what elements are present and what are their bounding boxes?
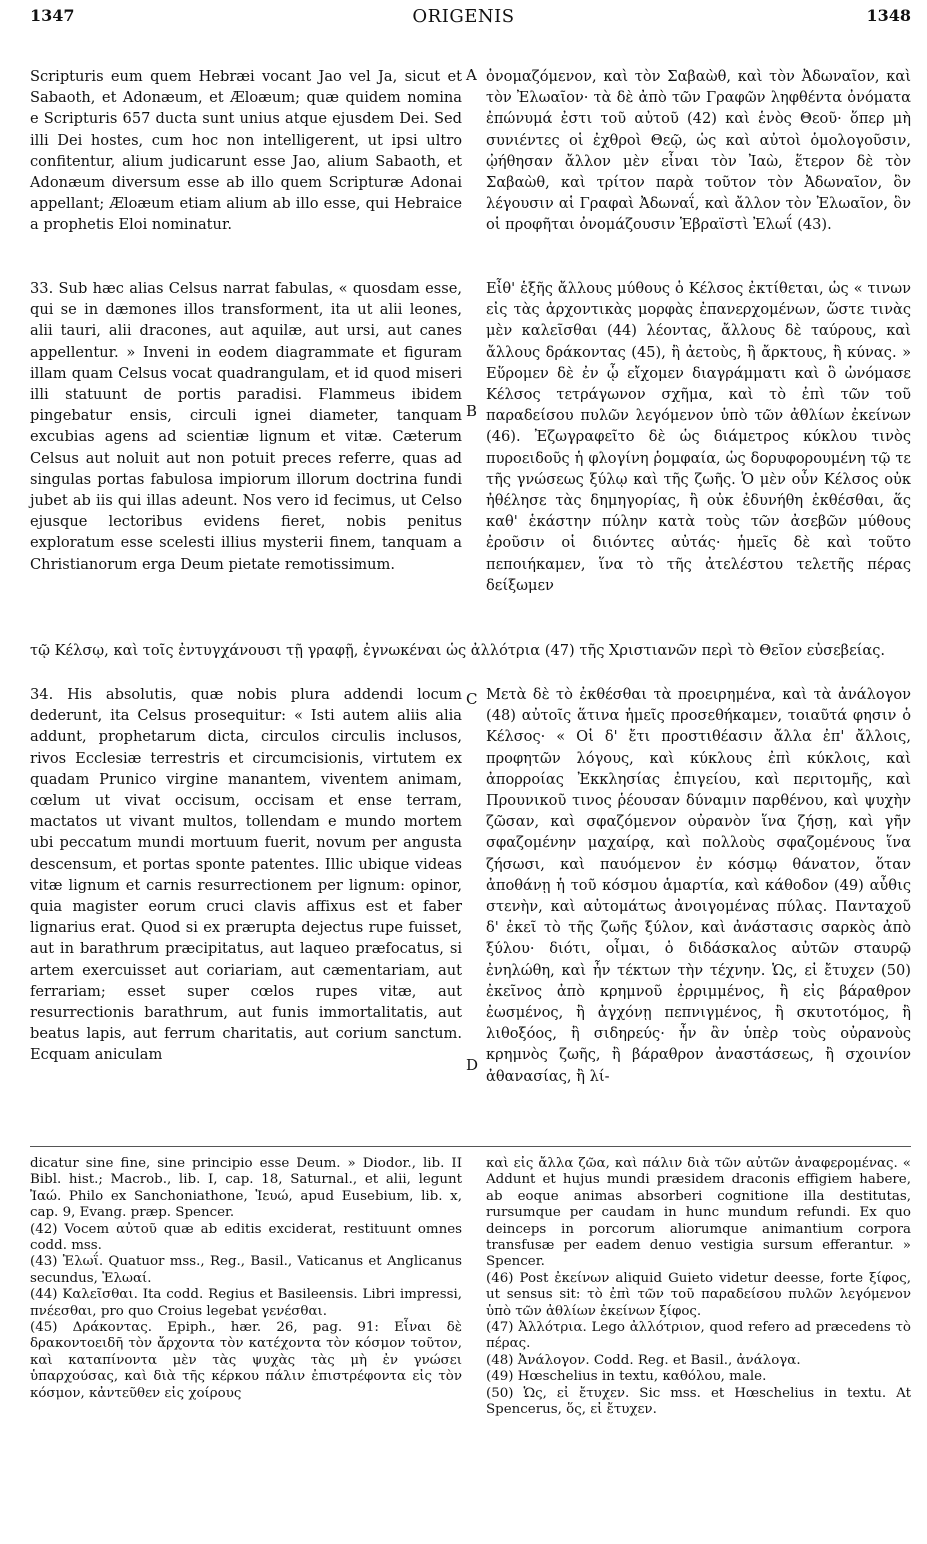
margin-letter-d: D <box>466 1056 479 1074</box>
margin-letter-a: A <box>466 66 477 84</box>
page-header <box>0 6 927 36</box>
greek-paragraph-33: Εἶθ' ἑξῆς ἄλλους μύθους ὁ Κέλσος ἐκτίθεται, ὡς « τινων εἰς τὰς ἀρχοντικὰς μορφὰς ἐπανερχομένων, ὥστε τινὰς μὲν καλεῖσθαι (44) λέοντας, ἄλλους δὲ ταύρους, καὶ ἄλλους δράκοντας (45), ἢ ἀετοὺς, ἢ ἄρκτους, ἢ κύνας. » Εὕρομεν δὲ ἐν ᾧ εἴχομεν διαγράμματι καὶ ὃ ὠνόμασε Κέλσος τετράγωνον σχῆμα, καὶ τὸ ἐπὶ τῶν τοῦ παραδείσου πυλῶν λεγόμενον ὑπὸ τῶν ἀθλίων ἐκείνων (46). Ἐζωγραφεῖτο δὲ ὡς διάμετρος κύκλου τινὸς πυροειδοῦς ἡ φλογίνη ῥομφαία, ὡς δορυφορουμένη τῷ τε τῆς γνώσεως ξύλῳ καὶ τῆς ζωῆς. Ὁ μὲν οὖν Κέλσος οὐκ ἠθέλησε τὰς δημηγορίας, ἢ οὐκ ἐδυνήθη ἐκθέσθαι, ἅς καθ' ἑκάστην πύλην κατὰ τοὺς τῶν ἀσεβῶν μύθους ἐροῦσιν οἱ διιόντες αὐτάς· ἡμεῖς δὲ καὶ τοῦτο πεποιήκαμεν, ἵνα τὸ τῆς ἀτελέστου τελετῆς πέρας δείξωμεν <box>486 280 911 594</box>
margin-letter-b: B <box>466 402 478 420</box>
running-title: ORIGENIS <box>412 6 515 27</box>
footnote-divider <box>30 1146 911 1147</box>
latin-paragraph-1: Scripturis eum quem Hebræi vocant Jao vel Ja, sicut et Sabaoth, et Adonæum, et Ælοæum; quæ quidem nomina e Scripturis 657 ducta sunt unius atque ejusdem Dei. Sed illi Dei hostes, cum hoc non intelligerent, ut ipsi ultro confitentur, alium judicarunt esse Jao, alium Sabaoth, et Adonæum diversum esse ab illo quem Scripturæ Adonai appellant; Ælοæum etiam alium ab illo esse, qui Hebraice a prophetis Eloi nominatur. <box>30 68 462 234</box>
margin-letter-c: C <box>466 690 478 708</box>
greek-paragraph-1: ὀνομαζόμενον, καὶ τὸν Σαβαὼθ, καὶ τὸν Ἀδωναῖον, καὶ τὸν Ἐλωαῖον· τὰ δὲ ἀπὸ τῶν Γραφῶν ληφθέντα ὀνόματα ἐπώνυμά ἐστι τοῦ αὐτοῦ (42) καὶ ἑνὸς Θεοῦ· ὅπερ μὴ συνιέντες οἱ ἐχθροὶ Θεῷ, ὡς καὶ αὐτοὶ ὁμολογοῦσιν, ᾠήθησαν ἄλλον μὲν εἶναι τὸν Ἰαὼ, ἕτερον δὲ τὸν Σαβαὼθ, καὶ τρίτον παρὰ τοῦτον τὸν Ἀδωναῖον, ὃν λέγουσιν αἱ Γραφαὶ Ἀδωναΐ, καὶ ἄλλον τὸν Ἐλωαῖον, ὃν οἱ προφῆται ὀνομάζουσιν Ἑβραϊστὶ Ἐλωΐ (43). <box>486 68 911 234</box>
footnotes-left: dicatur sine fine, sine principio esse Deum. » Diodor., lib. II Bibl. hist.; Macrob., lib. I, cap. 18, Saturnal., et alii, legunt Ἰαώ. Philo ex Sanchoniathone, Ἰευώ, apud Eusebium, lib. x, cap. 9, Evang. præp. Spencer. (42) Vocem αὐτοῦ quæ ab editis exciderat, restituunt omnes codd. mss. (43) Ἐλωΐ. Quatuor mss., Reg., Basil., Vaticanus et Anglicanus secundus, Ἐλωαί. (44) Καλεῖσθαι. Ita codd. Regius et Basileensis. Libri impressi, πνέεσθαι, pro quo Croius legebat γενέσθαι. (45) Δράκοντας. Epiph., hær. 26, pag. 91: Εἶναι δὲ δρακοντοειδῆ τὸν ἄρχοντα τὸν κατέχοντα τὸν κόσμον τοῦτον, καὶ καταπίνοντα μὲν τὰς ψυχὰς τὰς μὴ ἐν γνώσει ὑπαρχούσας, καὶ διὰ τῆς κέρκου πάλιν ἐπιστρέφοντα εἰς τὸν κόσμον, κἀντεῦθεν εἰς χοίρους <box>30 1156 462 1401</box>
greek-full-width-line: τῷ Κέλσῳ, καὶ τοῖς ἐντυγχάνουσι τῇ γραφῇ, ἐγνωκέναι ὡς ἀλλότρια (47) τῆς Χριστιανῶν περὶ τὸ Θεῖον εὐσεβείας. <box>30 642 886 659</box>
footnotes-right: καὶ εἰς ἄλλα ζῶα, καὶ πάλιν διὰ τῶν αὐτῶν ἀναφερομένας. « Addunt et hujus mundi præsidem draconis effigiem habere, ab eoque animas absorberi cognitione illa destitutas, rursumque per caudam in hunc mundum refundi. Ex quo deinceps in porcorum aliorumque animantium corpora transfusæ per eadem denuo vestigia sursum efferantur. » Spencer. (46) Post ἐκείνων aliquid Guieto videtur deesse, forte ξίφος, ut sensus sit: τὸ ἐπὶ τῶν τοῦ παραδείσου πυλῶν λεγόμενον ὑπὸ τῶν ἀθλίων ἐκείνων ξίφος. (47) Ἀλλότρια. Lego ἀλλότριον, quod refero ad præcedens τὸ πέρας. (48) Ἀνάλογον. Codd. Reg. et Basil., ἀνάλογα. (49) Hœschelius in textu, καθόλου, male. (50) Ὡς, εἰ ἔτυχεν. Sic mss. et Hœschelius in textu. At Spencerus, ὅς, εἰ ἔτυχεν. <box>486 1156 911 1418</box>
latin-paragraph-33: 33. Sub hæc alias Celsus narrat fabulas, « quosdam esse, qui se in dæmones illos transforment, ita ut alii leones, alii tauri, alii dracones, aut aquilæ, aut ursi, aut canes appellentur. » Inveni in eodem diagrammate et figuram illam quam Celsus vocat quadrangulam, et id quod miseri illi statuunt de portis paradisi. Flammeus ibidem pingebatur ensis, circuli ignei diameter, tanquam excubias agens ad scientiæ lignum et vitæ. Cæterum Celsus aut noluit aut non potuit preces referre, quas ad singulas portas fabulosa impiorum illorum doctrina fundi jubet ab iis qui illas adeunt. Nos vero id fecimus, ut Celso ejusque lectoribus evidens fieret, nobis penitus exploratum esse scelesti illius mysterii finem, tanquam a Christianorum erga Deum pietate remotissimum. <box>30 280 462 573</box>
page-number-right: 1348 <box>866 6 911 25</box>
page-number-left: 1347 <box>30 6 75 25</box>
greek-paragraph-34: Μετὰ δὲ τὸ ἐκθέσθαι τὰ προειρημένα, καὶ τὰ ἀνάλογον (48) αὐτοῖς ἅτινα ἡμεῖς προσεθήκαμεν, τοιαῦτά φησιν ὁ Κέλσος· « Οἱ δ' ἔτι προστιθέασιν ἄλλα ἐπ' ἄλλοις, προφητῶν λόγους, καὶ κύκλους ἐπὶ κύκλοις, καὶ ἀπορροίας Ἐκκλησίας ἐπιγείου, καὶ περιτομῆς, καὶ Προυνικοῦ τινος ῥέουσαν δύναμιν παρθένου, καὶ ψυχὴν ζῶσαν, καὶ σφαζόμενον οὐρανὸν ἵνα ζήσῃ, καὶ γῆν σφαζομένην μαχαίρᾳ, καὶ πολλοὺς σφαζομένους ἵνα ζήσωσι, καὶ παυόμενον ἐν κόσμῳ θάνατον, ὅταν ἀποθάνῃ ἡ τοῦ κόσμου ἁμαρτία, καὶ κάθοδον (49) αὖθις στενὴν, καὶ αὐτομάτως ἀνοιγομένας πύλας. Πανταχοῦ δ' ἐκεῖ τὸ τῆς ζωῆς ξύλον, καὶ ἀνάστασις σαρκὸς ἀπὸ ξύλου· διότι, οἶμαι, ὁ διδάσκαλος αὐτῶν σταυρῷ ἐνηλώθη, καὶ ἦν τέκτων τὴν τέχνην. Ὡς, εἰ ἔτυχεν (50) ἐκεῖνος ἀπὸ κρημνοῦ ἐρριμμένος, ἢ εἰς βάραθρον ἐωσμένος, ἢ ἀγχόνῃ πεπνιγμένος, ἢ σκυτοτόμος, ἢ λιθοξόος, ἢ σιδηρεύς· ἦν ἂν ὑπὲρ τοὺς οὐρανοὺς κρημνὸς ζωῆς, ἢ βάραθρον ἀναστάσεως, ἢ σχοινίον ἀθανασίας, ἢ λί- <box>486 686 911 1085</box>
latin-paragraph-34: 34. His absolutis, quæ nobis plura addendi locum dederunt, ita Celsus prosequitur: « Isti autem aliis alia addunt, prophetarum dicta, circulos circulis inclusos, rivos Ecclesiæ terrestris et circumcisionis, virtutem ex quadam Prunico virgine manantem, viventem animam, cœlum ut vivat occisum, occisam et ense terram, mactatos ut vivant multos, tollendam e mundo mortem ubi peccatum mundi mortuum fuerit, novum per angusta descensum, et portas sponte patentes. Illic ubique videas vitæ lignum et carnis resurrectionem per lignum: opinor, quia magister eorum cruci clavis affixus est et faber lignarius erat. Quod si ex prærupta dejectus rupe fuisset, aut in barathrum præcipitatus, aut laqueo præfocatus, si artem exercuisset aut coriariam, aut cæmentariam, aut ferrariam; esset super cœlos rupes vitæ, aut resurrectionis barathrum, aut funis immortalitatis, aut beatus lapis, aut ferrum charitatis, aut corium sanctum. Ecquam aniculam <box>30 686 462 1064</box>
